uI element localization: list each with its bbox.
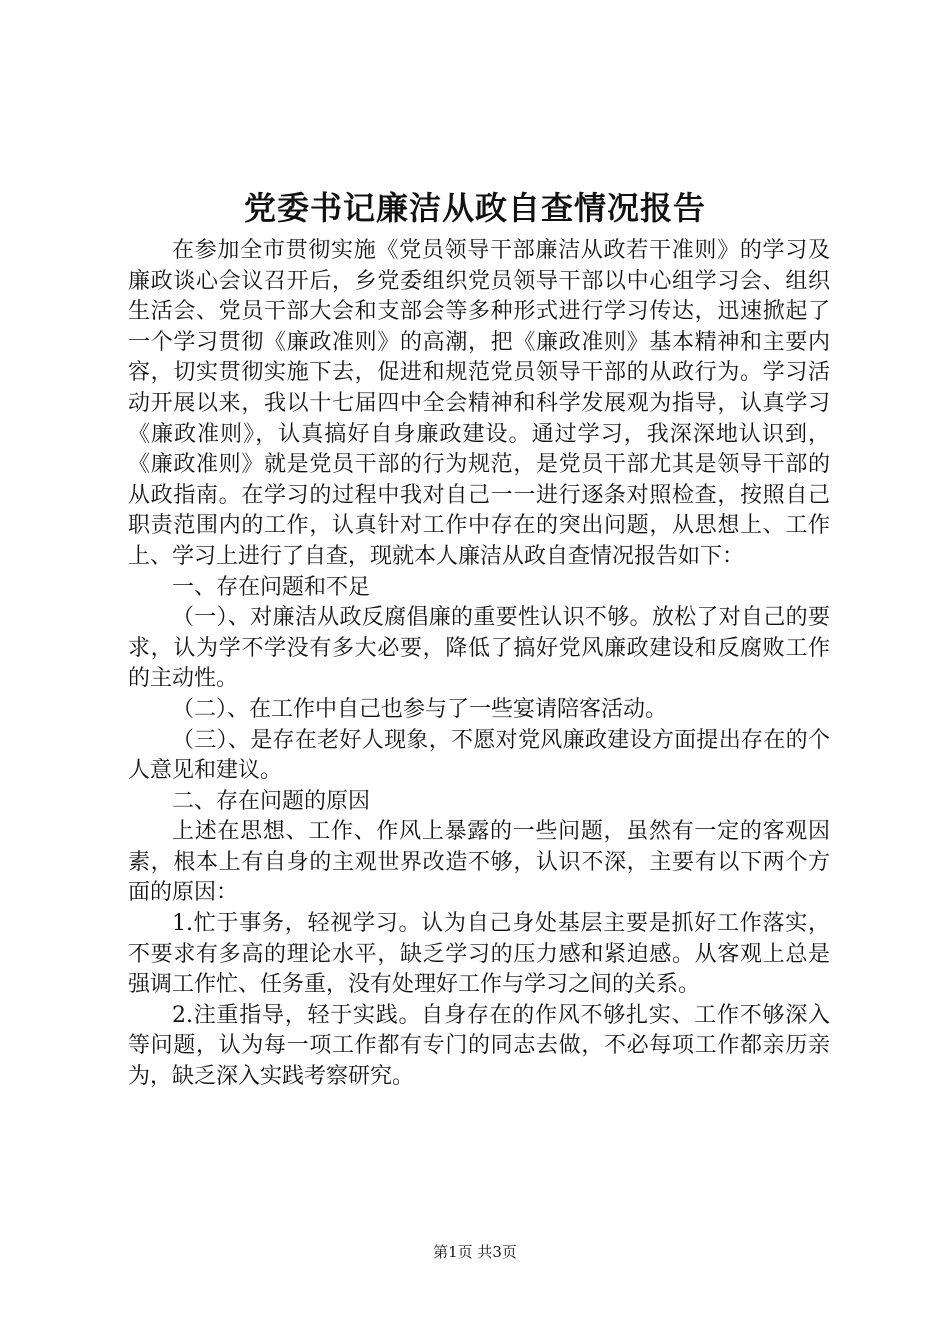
paragraph-cause-2: 2.注重指导，轻于实践。自身存在的作风不够扎实、工作不够深入等问题，认为每一项工作都有专门的同志去做，不必每项工作都亲历亲为，缺乏深入实践考察研究。 [128, 1002, 830, 1090]
paragraph-causes-intro: 上述在思想、工作、作风上暴露的一些问题，虽然有一定的客观因素，根本上有自身的主观世界改造不够，认识不深，主要有以下两个方面的原因： [128, 819, 830, 906]
document-title: 党委书记廉洁从政自查情况报告 [243, 189, 706, 227]
paragraph-problem-3: （三）、是存在老好人现象，不愿对党风廉政建设方面提出存在的个人意见和建议。 [128, 727, 830, 784]
paragraph-cause-1: 1.忙于事务，轻视学习。认为自己身处基层主要是抓好工作落实，不要求有多高的理论水平，缺乏学习的压力感和紧迫感。从客观上总是强调工作忙、任务重，没有处理好工作与学习之间的关系。 [128, 911, 830, 998]
paragraph-intro: 在参加全市贯彻实施《党员领导干部廉洁从政若干准则》的学习及廉政谈心会议召开后，乡党委组织党员领导干部以中心组学习会、组织生活会、党员干部大会和支部会等多种形式进行学习传达，迅速掀起了一个学习贯彻《廉政准则》的高潮，把《廉政准则》基本精神和主要内容，切实贯彻实施下去，促进和规范党员领导干部的从政行为。学习活动开展以来，我以十七届四中全会精神和科学发展观为指导，认真学习《廉政准则》，认真搞好自身廉政建设。通过学习，我深深地认识到，《廉政准则》就是党员干部的行为规范，是党员干部尤其是领导干部的从政指南。在学习的过程中我对自己一一进行逐条对照检查，按照自己职责范围内的工作，认真针对工作中存在的突出问题，从思想上、工作上、学习上进行了自查，现就本人廉洁从政自查情况报告如下： [128, 238, 830, 569]
paragraph-problem-1: （一）、对廉洁从政反腐倡廉的重要性认识不够。放松了对自己的要求，认为学不学没有多大必要，降低了搞好党风廉政建设和反腐败工作的主动性。 [128, 605, 830, 692]
page-number-footer: 第1页 共3页 [433, 1243, 517, 1261]
paragraph-problem-2: （二）、在工作中自己也参与了一些宴请陪客活动。 [172, 696, 668, 722]
section-heading-causes: 二、存在问题的原因 [172, 788, 371, 814]
section-heading-problems: 一、存在问题和不足 [172, 574, 371, 600]
document-body [128, 236, 830, 1093]
